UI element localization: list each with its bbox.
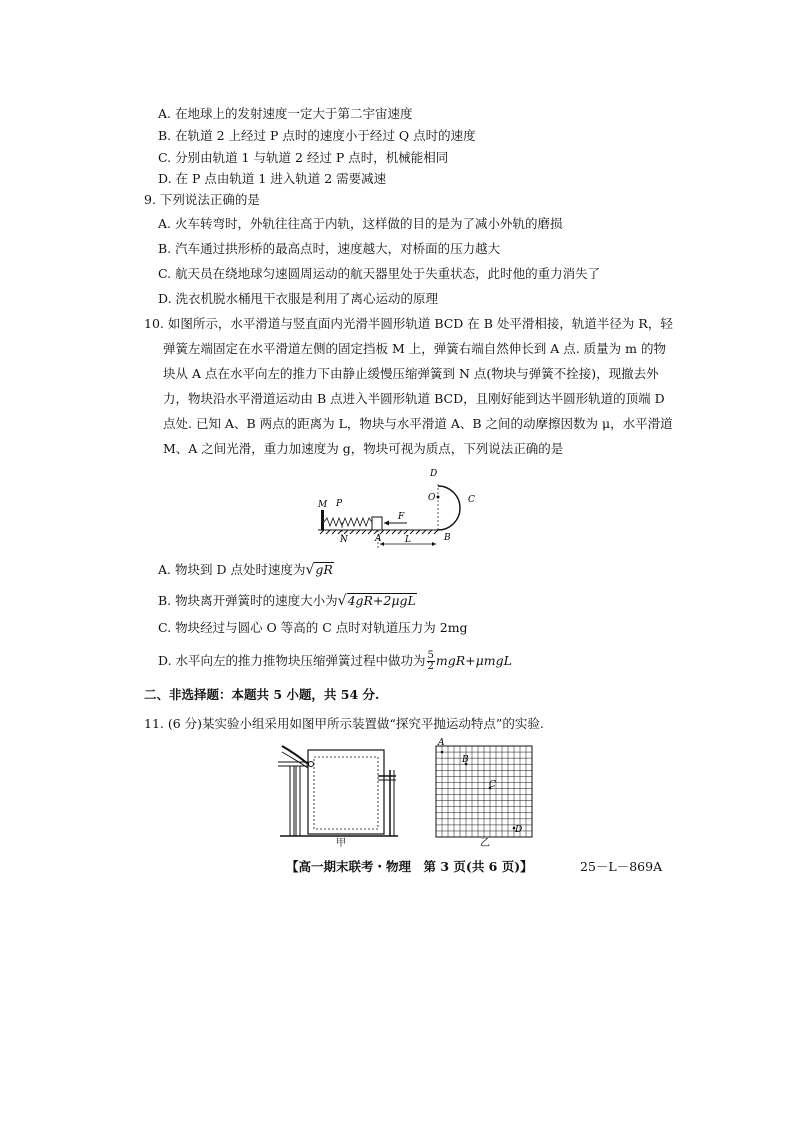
q10-option-a: A. 物块到 D 点处时速度为√gR	[158, 562, 333, 578]
q10-option-c: C. 物块经过与圆心 O 等高的 C 点时对轨道压力为 2mg	[158, 620, 468, 635]
q10-option-d-text: D. 水平向左的推力推物块压缩弹簧过程中做功为	[158, 653, 426, 668]
q10-track-figure	[312, 462, 488, 550]
q9-stem: 9. 下列说法正确的是	[144, 192, 260, 207]
q10-line-6: M、A 之间光滑，重力加速度为 g，物块可视为质点，下列说法正确的是	[163, 441, 564, 456]
footer-code: 25－L－869A	[580, 859, 663, 874]
q8-option-d: D. 在 P 点由轨道 1 进入轨道 2 需要减速	[158, 171, 387, 186]
q10-line-1: 10. 如图所示，水平滑道与竖直面内光滑半圆形轨道 BCD 在 B 处平滑相接，轨道半径为 R，轻	[144, 316, 673, 331]
q10-option-d-tail: mgR+μmgL	[435, 653, 512, 668]
q10-option-b: B. 物块离开弹簧时的速度大小为√4gR+2μgL	[158, 593, 416, 609]
fig-label-b: B	[444, 533, 451, 543]
fig-label-p: P	[336, 499, 343, 509]
caption-yi: 乙	[480, 838, 490, 849]
fig-label-a: A	[375, 534, 382, 544]
grid-label-a: A	[438, 738, 445, 748]
caption-jia: 甲	[336, 838, 346, 849]
q9-option-a: A. 火车转弯时，外轨往往高于内轨，这样做的目的是为了减小外轨的磨损	[158, 216, 563, 231]
fig-label-o: O	[428, 493, 436, 503]
footer-title: 【高一期末联考・物理 第 3 页(共 6 页)】	[286, 859, 533, 874]
q8-option-a: A. 在地球上的发射速度一定大于第二宇宙速度	[158, 106, 413, 121]
grid-label-d: D	[515, 825, 523, 835]
q11-stem: 11. (6 分)某实验小组采用如图甲所示装置做“探究平抛运动特点”的实验.	[144, 716, 544, 731]
grid-label-b: B	[462, 755, 469, 765]
q10-line-4: 力，物块沿水平滑道运动由 B 点进入半圆形轨道 BCD，且刚好能到达半圆形轨道的顶端 D	[163, 391, 665, 406]
q10-line-5: 点处. 已知 A、B 两点的距离为 L，物块与水平滑道 A、B 之间的动摩擦因数为 μ，水平滑道	[163, 416, 673, 431]
q10-line-3: 块从 A 点在水平向左的推力下由静止缓慢压缩弹簧到 N 点(物块与弹簧不拴接)，现撤去外	[163, 366, 659, 381]
q10-option-d	[158, 651, 512, 672]
fig-label-l: L	[405, 535, 411, 545]
q9-option-b: B. 汽车通过拱形桥的最高点时，速度越大，对桥面的压力越大	[158, 241, 501, 256]
q10-option-b-math: 4gR+2μgL	[347, 593, 416, 608]
q10-line-2: 弹簧左端固定在水平滑道左侧的固定挡板 M 上，弹簧右端自然伸长到 A 点. 质量为 m 的物	[163, 341, 666, 356]
q9-option-c: C. 航天员在绕地球匀速圆周运动的航天器里处于失重状态，此时他的重力消失了	[158, 266, 601, 281]
section-2-heading: 二、非选择题：本题共 5 小题，共 54 分.	[144, 687, 380, 702]
q10-option-a-math: gR	[315, 562, 333, 577]
q11-grid-figure	[432, 738, 536, 840]
q11-apparatus-figure	[278, 740, 402, 848]
fig-label-f: F	[398, 512, 405, 522]
fig-label-n: N	[340, 535, 348, 545]
q9-option-d: D. 洗衣机脱水桶甩干衣服是利用了离心运动的原理	[158, 291, 439, 306]
fig-label-d: D	[430, 469, 438, 479]
fig-label-c: C	[468, 495, 475, 505]
q8-option-b: B. 在轨道 2 上经过 P 点时的速度小于经过 Q 点时的速度	[158, 128, 476, 143]
q8-option-c: C. 分别由轨道 1 与轨道 2 经过 P 点时，机械能相同	[158, 150, 449, 165]
grid-label-c: C	[489, 780, 496, 790]
q10-option-a-text: A. 物块到 D 点处时速度为	[158, 562, 306, 577]
q10-option-d-fraction: $\frac{5}{2}$	[427, 650, 434, 672]
q10-option-b-text: B. 物块离开弹簧时的速度大小为	[158, 593, 338, 608]
fig-label-m: M	[318, 500, 328, 510]
